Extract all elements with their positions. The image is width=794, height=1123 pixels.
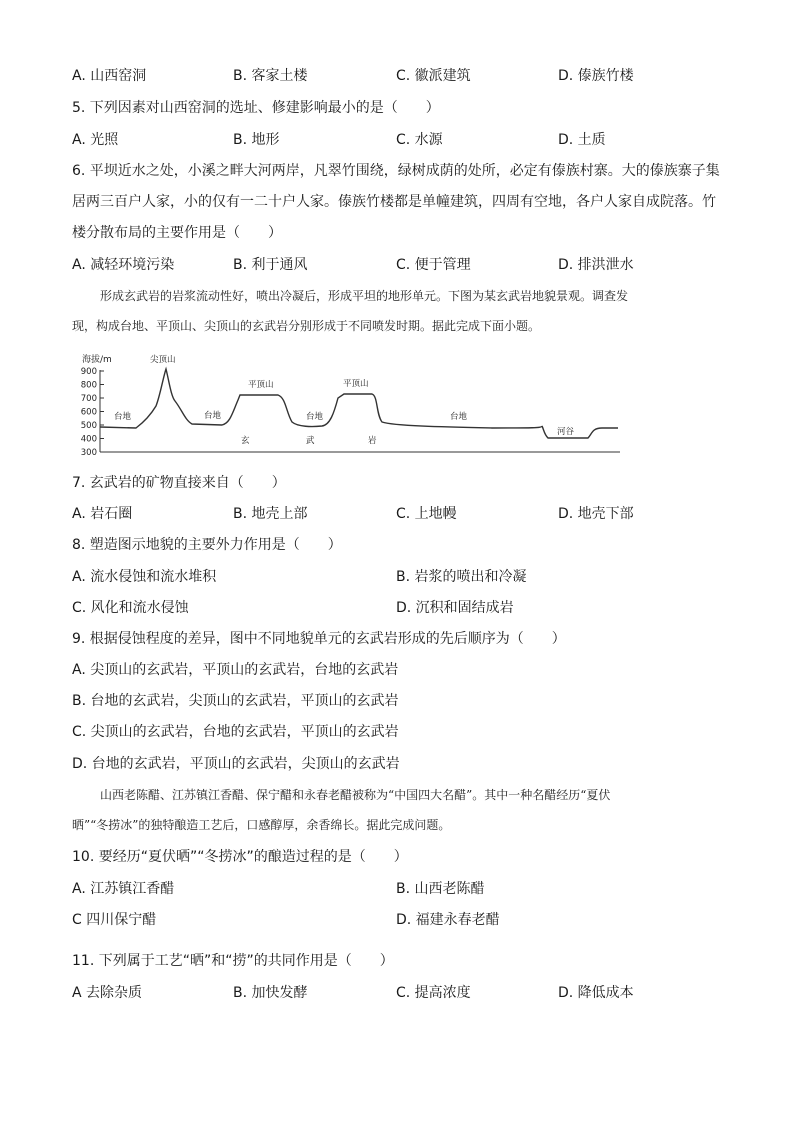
q8-stem: 8. 塑造图示地貌的主要外力作用是（ ） <box>72 537 342 553</box>
q5-option-c: C. 水源 <box>396 132 443 148</box>
q7-option-c: C. 上地幔 <box>396 506 457 522</box>
q6-option-b: B. 利于通风 <box>233 257 308 273</box>
label-jianding: 尖顶山 <box>150 355 176 365</box>
label-yan: 岩 <box>368 436 377 446</box>
y-axis-label: 海拔/m <box>82 355 112 365</box>
q10-stem: 10. 要经历“夏伏晒”“冬捞冰”的酿造过程的是（ ） <box>72 849 408 865</box>
q5-stem: 5. 下列因素对山西窑洞的选址、修建影响最小的是（ ） <box>72 100 440 116</box>
passage-basalt-line-1: 形成玄武岩的岩浆流动性好，喷出冷凝后，形成平坦的地形单元。下图为某玄武岩地貌景观。调查发 <box>100 289 629 303</box>
label-wu: 武 <box>306 436 315 446</box>
q6-option-a: A. 减轻环境污染 <box>72 257 175 273</box>
y-tick-500: 500 <box>80 421 97 431</box>
q6-stem-line-1: 6. 平坝近水之处，小溪之畔大河两岸，凡翠竹围绕，绿树成荫的处所，必定有傣族村寨。大的傣族寨子集 <box>72 163 720 179</box>
q8-option-a: A. 流水侵蚀和流水堆积 <box>72 569 217 585</box>
q8-option-b: B. 岩浆的喷出和冷凝 <box>396 569 527 585</box>
y-tick-600: 600 <box>80 407 97 418</box>
label-xuan: 玄 <box>241 436 250 446</box>
y-tick-400: 400 <box>80 434 97 445</box>
label-hegu: 河谷 <box>557 427 575 437</box>
q8-option-d: D. 沉积和固结成岩 <box>396 600 514 616</box>
q9-option-a: A. 尖顶山的玄武岩，平顶山的玄武岩，台地的玄武岩 <box>72 662 399 678</box>
q7-option-d: D. 地壳下部 <box>558 506 634 522</box>
q10-option-a: A. 江苏镇江香醋 <box>72 881 175 897</box>
q9-option-c: C. 尖顶山的玄武岩，台地的玄武岩，平顶山的玄武岩 <box>72 724 399 740</box>
label-taidi-2: 台地 <box>204 411 222 421</box>
q9-option-d: D. 台地的玄武岩，平顶山的玄武岩，尖顶山的玄武岩 <box>72 756 400 772</box>
q10-option-b: B. 山西老陈醋 <box>396 881 485 897</box>
q11-option-a: A 去除杂质 <box>72 985 143 1001</box>
q9-stem: 9. 根据侵蚀程度的差异，图中不同地貌单元的玄武岩形成的先后顺序为（ ） <box>72 631 566 647</box>
q11-option-b: B. 加快发酵 <box>233 985 308 1001</box>
q7-option-a: A. 岩石圈 <box>72 506 133 522</box>
y-tick-900: 900 <box>80 367 97 377</box>
y-tick-300: 300 <box>80 448 97 458</box>
y-tick-800: 800 <box>80 380 97 391</box>
q10-option-d: D. 福建永春老醋 <box>396 912 500 928</box>
q9-option-b: B. 台地的玄武岩，尖顶山的玄武岩，平顶山的玄武岩 <box>72 693 399 709</box>
q5-option-d: D. 土质 <box>558 132 606 148</box>
q6-option-d: D. 排洪泄水 <box>558 257 634 273</box>
label-taidi-3: 台地 <box>306 412 324 422</box>
q11-option-d: D. 降低成本 <box>558 985 634 1001</box>
q6-option-c: C. 便于管理 <box>396 257 471 273</box>
q11-stem: 11. 下列属于工艺“晒”和“捞”的共同作用是（ ） <box>72 953 394 969</box>
q5-option-a: A. 光照 <box>72 132 119 148</box>
passage-basalt-line-2: 现，构成台地、平顶山、尖顶山的玄武岩分别形成于不同喷发时期。据此完成下面小题。 <box>72 319 541 333</box>
label-taidi-4: 台地 <box>450 412 468 422</box>
q10-option-c: C 四川保宁醋 <box>72 912 157 928</box>
label-pingding-1: 平顶山 <box>248 380 274 390</box>
label-taidi-1: 台地 <box>114 412 132 422</box>
q4-option-d: D. 傣族竹楼 <box>558 68 634 84</box>
q6-stem-line-3: 楼分散布局的主要作用是（ ） <box>72 225 282 241</box>
y-tick-700: 700 <box>80 394 97 404</box>
q7-option-b: B. 地壳上部 <box>233 506 308 522</box>
q5-option-b: B. 地形 <box>233 132 280 148</box>
q6-stem-line-2: 居两三百户人家，小的仅有一二十户人家。傣族竹楼都是单幢建筑，四周有空地，各户人家自成院落。竹 <box>72 194 716 210</box>
q8-option-c: C. 风化和流水侵蚀 <box>72 600 189 616</box>
passage-vinegar-line-1: 山西老陈醋、江苏镇江香醋、保宁醋和永春老醋被称为“中国四大名醋”。其中一种名醋经历“夏伏 <box>100 788 611 802</box>
q7-stem: 7. 玄武岩的矿物直接来自（ ） <box>72 475 286 491</box>
q11-option-c: C. 提高浓度 <box>396 985 471 1001</box>
q4-option-b: B. 客家土楼 <box>233 68 308 84</box>
q4-option-a: A. 山西窑洞 <box>72 68 147 84</box>
q4-option-c: C. 徽派建筑 <box>396 68 471 84</box>
basalt-profile-figure <box>72 348 632 458</box>
passage-vinegar-line-2: 晒”“冬捞冰”的独特酿造工艺后，口感醇厚，余香绵长。据此完成问题。 <box>72 818 451 832</box>
label-pingding-2: 平顶山 <box>343 379 369 389</box>
